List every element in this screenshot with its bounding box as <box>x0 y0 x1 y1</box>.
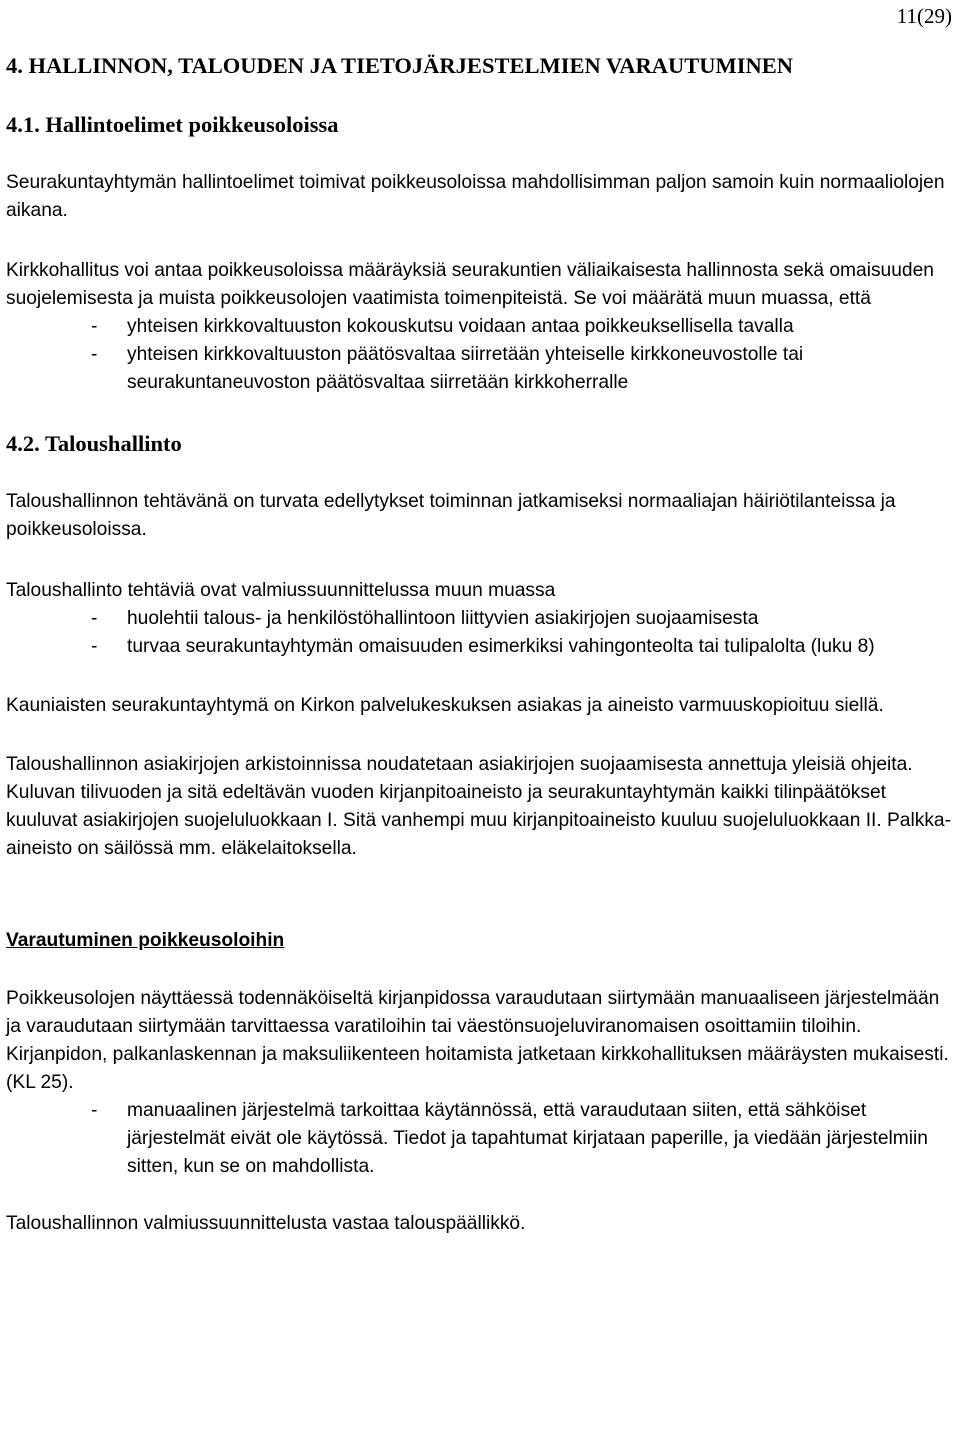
section-4-1-heading: 4.1. Hallintoelimet poikkeusoloissa <box>6 112 339 137</box>
list-item <box>6 313 952 341</box>
section-4-2-heading: 4.2. Taloushallinto <box>6 431 182 456</box>
section-4-2-list <box>6 605 952 661</box>
section-4-2-paragraph-1: Taloushallinnon tehtävänä on turvata edellytykset toiminnan jatkamiseksi normaaliajan häiriötilanteissa ja poikkeusoloissa. <box>6 491 896 540</box>
page-number: 11(29) <box>896 4 952 28</box>
list-dash: - <box>91 1100 98 1121</box>
section-4-2-paragraph-2: Taloushallinto tehtäviä ovat valmiussuunnittelussa muun muassa <box>6 580 556 601</box>
list-item <box>6 605 952 633</box>
list-dash: - <box>91 636 98 657</box>
chapter-heading: 4. HALLINNON, TALOUDEN JA TIETOJÄRJESTELMIEN VARAUTUMINEN <box>6 53 794 78</box>
varautuminen-paragraph-1: Poikkeusolojen näyttäessä todennäköiseltä kirjanpidossa varaudutaan siirtymään manuaaliseen järjestelmään ja varaudutaan siirtymään tarvittaessa varatiloihin tai väestönsuojeluviranomaisen osoittamiin tiloihin. Kirjanpidon, palkanlaskennan ja maksuliikenteen hoitamista jatketaan kirkkohallituksen määräysten mukaisesti. (KL 25). <box>6 988 949 1093</box>
list-item-text: manuaalinen järjestelmä tarkoittaa käytännössä, että varaudutaan siiten, että sähköiset järjestelmät eivät ole käytössä. Tiedot ja tapahtumat kirjataan paperille, ja viedään järjestelmiin sitten, kun se on mahdollista. <box>127 1100 928 1177</box>
section-4-2-paragraph-4: Taloushallinnon asiakirjojen arkistoinnissa noudatetaan asiakirjojen suojaamisesta annettuja yleisiä ohjeita. Kuluvan tilivuoden ja sitä edeltävän vuoden kirjanpitoaineisto ja seurakuntayhtymän kaikki tilinpäätökset kuuluvat asiakirjojen suojeluluokkaan I. Sitä vanhempi muu kirjanpitoaineisto kuuluu suojeluluokkaan II. Palkka-aineisto on säilössä mm. eläkelaitoksella. <box>6 754 951 859</box>
list-item <box>6 341 952 397</box>
list-dash: - <box>91 608 98 629</box>
list-dash: - <box>91 344 98 365</box>
section-4-2-paragraph-3: Kauniaisten seurakuntayhtymä on Kirkon palvelukeskuksen asiakas ja aineisto varmuuskopioituu siellä. <box>6 695 884 716</box>
section-4-1-paragraph-1: Seurakuntayhtymän hallintoelimet toimivat poikkeusoloissa mahdollisimman paljon samoin kuin normaaliolojen aikana. <box>6 172 945 221</box>
section-4-1-list <box>6 313 952 397</box>
list-item-text: yhteisen kirkkovaltuuston kokouskutsu voidaan antaa poikkeuksellisella tavalla <box>127 316 794 337</box>
section-4-1-paragraph-2: Kirkkohallitus voi antaa poikkeusoloissa määräyksiä seurakuntien väliaikaisesta hallinnosta sekä omaisuuden suojelemisesta ja muista poikkeusolojen vaatimista toimenpiteistä. Se voi määrätä muun muassa, että <box>6 260 934 309</box>
varautuminen-heading: Varautuminen poikkeusoloihin <box>6 930 285 951</box>
list-item-text: turvaa seurakuntayhtymän omaisuuden esimerkiksi vahingonteolta tai tulipalolta (luku 8) <box>127 636 875 657</box>
varautuminen-paragraph-2: Taloushallinnon valmiussuunnittelusta vastaa talouspäällikkö. <box>6 1213 526 1234</box>
list-dash: - <box>91 316 98 337</box>
varautuminen-list <box>6 1097 952 1181</box>
list-item <box>6 1097 952 1181</box>
list-item-text: huolehtii talous- ja henkilöstöhallintoon liittyvien asiakirjojen suojaamisesta <box>127 608 759 629</box>
document-body <box>6 52 952 1238</box>
list-item-text: yhteisen kirkkovaltuuston päätösvaltaa siirretään yhteiselle kirkkoneuvostolle tai seurakuntaneuvoston päätösvaltaa siirretään kirkkoherralle <box>127 344 804 393</box>
list-item <box>6 633 952 661</box>
